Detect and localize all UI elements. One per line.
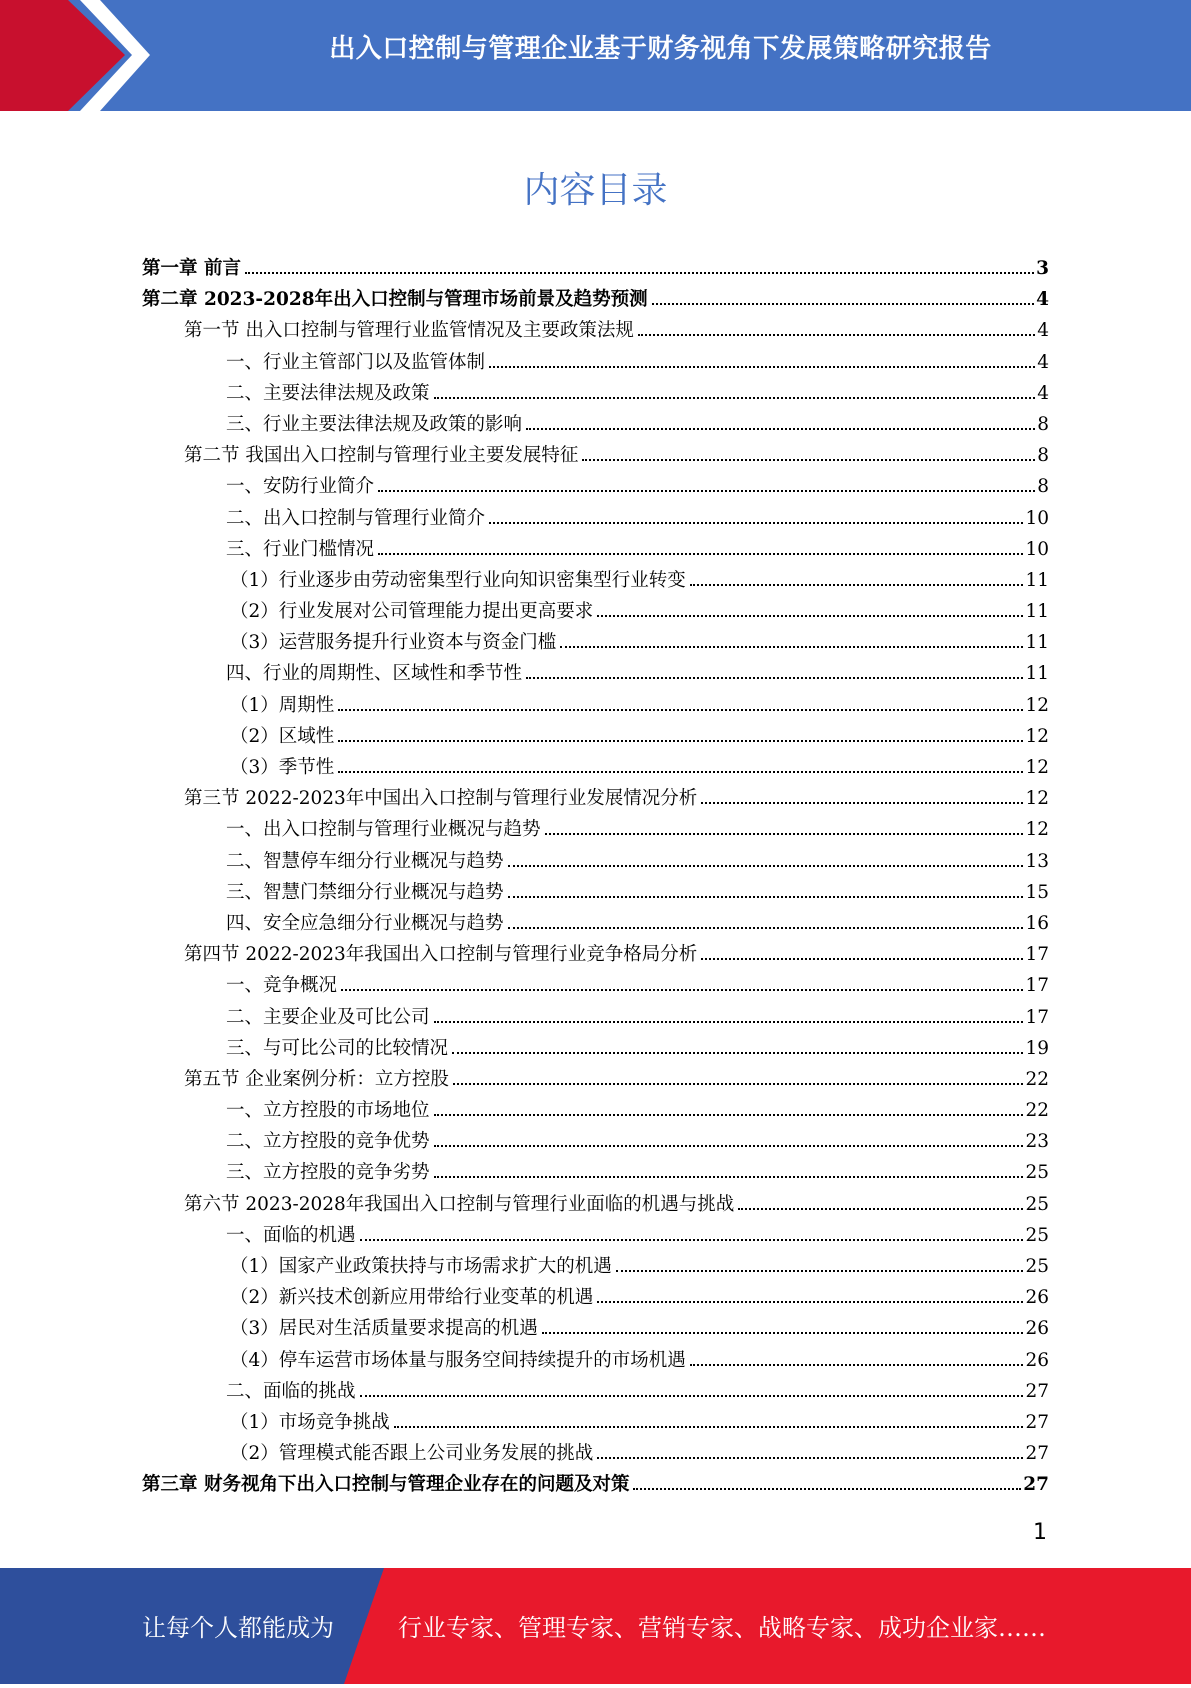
toc-entry[interactable] — [142, 254, 1049, 285]
toc-leader-dots — [394, 1426, 1024, 1428]
toc-entry-label: （2）管理模式能否跟上公司业务发展的挑战 — [230, 1443, 594, 1465]
toc-entry-label: 二、立方控股的竞争优势 — [226, 1131, 430, 1153]
toc-leader-dots — [489, 366, 1035, 368]
toc-leader-dots — [526, 677, 1023, 679]
toc-entry-label: 第二章 2023-2028年出入口控制与管理市场前景及趋势预测 — [142, 289, 648, 311]
toc-entry-label: （3）居民对生活质量要求提高的机遇 — [230, 1318, 538, 1340]
toc-leader-dots — [633, 1488, 1021, 1490]
toc-entry[interactable] — [142, 1252, 1049, 1283]
toc-leader-dots — [597, 615, 1023, 617]
toc-entry[interactable] — [142, 441, 1049, 472]
toc-leader-dots — [690, 584, 1024, 586]
toc-entry-page: 22 — [1025, 1068, 1049, 1090]
toc-entry-page: 19 — [1025, 1037, 1049, 1059]
toc-entry-label: 三、智慧门禁细分行业概况与趋势 — [226, 881, 504, 903]
toc-leader-dots — [434, 1145, 1024, 1147]
toc-leader-dots — [360, 1239, 1024, 1241]
toc-entry-page: 26 — [1025, 1318, 1049, 1340]
toc-leader-dots — [434, 1176, 1024, 1178]
toc-entry[interactable] — [142, 316, 1049, 347]
toc-entry-label: （1）市场竞争挑战 — [230, 1411, 390, 1433]
toc-leader-dots — [508, 896, 1024, 898]
toc-entry-label: 一、面临的机遇 — [226, 1224, 356, 1246]
toc-entry[interactable] — [142, 815, 1049, 846]
toc-entry-page: 12 — [1025, 725, 1049, 747]
toc-entry-page: 11 — [1025, 663, 1049, 685]
toc-entry-page: 27 — [1025, 1411, 1049, 1433]
toc-heading: 内容目录 — [523, 170, 668, 211]
toc-entry-page: 12 — [1025, 694, 1049, 716]
toc-entry[interactable] — [142, 1283, 1049, 1314]
toc-entry-label: （2）新兴技术创新应用带给行业变革的机遇 — [230, 1287, 594, 1309]
toc-entry[interactable] — [142, 784, 1049, 815]
toc-entry-page: 12 — [1025, 757, 1049, 778]
toc-entry-page: 10 — [1025, 507, 1049, 529]
toc-entry-label: 一、行业主管部门以及监管体制 — [226, 351, 486, 373]
toc-leader-dots — [434, 397, 1036, 399]
toc-entry-page: 15 — [1025, 881, 1049, 903]
toc-entry-page: 4 — [1037, 320, 1049, 342]
toc-leader-dots — [338, 709, 1023, 711]
toc-entry[interactable] — [142, 659, 1049, 690]
table-of-contents — [142, 254, 1049, 1502]
toc-leader-dots — [545, 833, 1024, 835]
footer-slogan-right: 行业专家、管理专家、营销专家、战略专家、成功企业家…… — [398, 1614, 1046, 1642]
toc-entry[interactable] — [142, 1034, 1049, 1065]
toc-entry-label: 第三章 财务视角下出入口控制与管理企业存在的问题及对策 — [142, 1474, 630, 1496]
toc-entry-page: 23 — [1025, 1131, 1049, 1153]
toc-leader-dots — [338, 771, 1023, 773]
page-number: 1 — [1033, 1520, 1047, 1545]
toc-leader-dots — [378, 490, 1035, 492]
toc-leader-dots — [597, 1457, 1023, 1459]
toc-entry-page: 4 — [1036, 289, 1049, 311]
toc-entry[interactable] — [142, 1314, 1049, 1345]
toc-entry-page: 8 — [1037, 445, 1049, 467]
toc-entry-page: 11 — [1025, 632, 1049, 654]
toc-entry-label: （3）运营服务提升行业资本与资金门槛 — [230, 632, 557, 654]
toc-entry[interactable] — [142, 971, 1049, 1002]
toc-entry-page: 17 — [1025, 1006, 1049, 1028]
toc-entry-label: （1）行业逐步由劳动密集型行业向知识密集型行业转变 — [230, 569, 686, 591]
toc-entry-page: 4 — [1037, 351, 1049, 373]
toc-leader-dots — [560, 646, 1023, 648]
toc-entry[interactable] — [142, 597, 1049, 628]
toc-leader-dots — [341, 989, 1023, 991]
toc-leader-dots — [526, 428, 1035, 430]
toc-entry-label: 四、安全应急细分行业概况与趋势 — [226, 912, 504, 934]
toc-leader-dots — [582, 459, 1035, 461]
toc-entry[interactable] — [142, 1003, 1049, 1034]
toc-entry-label: 第六节 2023-2028年我国出入口控制与管理行业面临的机遇与挑战 — [184, 1193, 735, 1215]
toc-leader-dots — [701, 802, 1023, 804]
toc-entry-page: 12 — [1025, 819, 1049, 841]
toc-entry-label: 第四节 2022-2023年我国出入口控制与管理行业竞争格局分析 — [184, 944, 698, 966]
toc-entry-label: 第五节 企业案例分析：立方控股 — [184, 1068, 449, 1090]
toc-entry-label: （2）区域性 — [230, 725, 335, 747]
toc-entry-label: 四、行业的周期性、区域性和季节性 — [226, 663, 523, 685]
toc-entry[interactable] — [142, 1346, 1049, 1377]
toc-entry[interactable] — [142, 504, 1049, 535]
toc-leader-dots — [701, 958, 1023, 960]
toc-entry-label: 三、行业门槛情况 — [226, 538, 375, 560]
toc-entry[interactable] — [142, 1408, 1049, 1439]
footer-slogan-left: 让每个人都能成为 — [142, 1614, 334, 1642]
toc-entry-page: 27 — [1025, 1443, 1049, 1465]
toc-entry-page: 26 — [1025, 1349, 1049, 1371]
toc-leader-dots — [245, 272, 1034, 274]
toc-entry-label: 二、面临的挑战 — [226, 1380, 356, 1402]
toc-leader-dots — [434, 1114, 1024, 1116]
toc-entry[interactable] — [142, 1439, 1049, 1470]
toc-entry[interactable] — [142, 878, 1049, 909]
toc-entry[interactable] — [142, 1096, 1049, 1127]
toc-leader-dots — [338, 740, 1023, 742]
toc-entry-label: 第一节 出入口控制与管理行业监管情况及主要政策法规 — [184, 320, 634, 342]
toc-entry[interactable] — [142, 379, 1049, 410]
toc-entry-page: 27 — [1025, 1380, 1049, 1402]
toc-entry-label: 二、主要法律法规及政策 — [226, 382, 430, 404]
toc-entry-page: 4 — [1037, 382, 1049, 404]
toc-entry-page: 12 — [1025, 788, 1049, 810]
toc-entry[interactable] — [142, 535, 1049, 566]
page-header — [0, 0, 1191, 111]
toc-entry[interactable] — [142, 285, 1049, 316]
toc-entry-page: 8 — [1037, 476, 1049, 498]
report-title: 出入口控制与管理企业基于财务视角下发展策略研究报告 — [329, 34, 992, 64]
toc-leader-dots — [508, 927, 1024, 929]
page-footer — [0, 1568, 1191, 1684]
toc-entry-label: 一、出入口控制与管理行业概况与趋势 — [226, 819, 541, 841]
toc-entry-label: 第三节 2022-2023年中国出入口控制与管理行业发展情况分析 — [184, 788, 698, 810]
toc-leader-dots — [360, 1395, 1024, 1397]
toc-entry-label: 一、立方控股的市场地位 — [226, 1100, 430, 1122]
header-arrow-icon — [0, 0, 160, 111]
toc-entry[interactable] — [142, 1377, 1049, 1408]
toc-entry[interactable] — [142, 1190, 1049, 1221]
toc-entry-page: 10 — [1025, 538, 1049, 560]
toc-entry-label: 一、竞争概况 — [226, 975, 338, 997]
toc-entry-label: 三、行业主要法律法规及政策的影响 — [226, 413, 523, 435]
toc-entry[interactable] — [142, 909, 1049, 940]
toc-entry-label: 第一章 前言 — [142, 258, 241, 279]
toc-entry-page: 11 — [1025, 569, 1049, 591]
toc-leader-dots — [638, 334, 1035, 336]
toc-leader-dots — [542, 1332, 1024, 1334]
toc-entry-page: 17 — [1025, 975, 1049, 997]
toc-entry-label: （2）行业发展对公司管理能力提出更高要求 — [230, 601, 594, 623]
toc-entry[interactable] — [142, 1127, 1049, 1158]
toc-entry[interactable] — [142, 847, 1049, 878]
toc-leader-dots — [738, 1208, 1023, 1210]
toc-leader-dots — [597, 1301, 1023, 1303]
toc-entry-label: 二、出入口控制与管理行业简介 — [226, 507, 486, 529]
toc-entry[interactable] — [142, 1221, 1049, 1252]
toc-entry-page: 22 — [1025, 1100, 1049, 1122]
toc-entry-page: 8 — [1037, 413, 1049, 435]
toc-entry[interactable] — [142, 1065, 1049, 1096]
toc-leader-dots — [489, 522, 1023, 524]
toc-entry-page: 25 — [1025, 1162, 1049, 1184]
toc-entry[interactable] — [142, 1470, 1049, 1501]
toc-entry[interactable] — [142, 940, 1049, 971]
toc-entry-page: 25 — [1025, 1193, 1049, 1215]
toc-leader-dots — [452, 1052, 1023, 1054]
toc-entry-page: 13 — [1025, 850, 1049, 872]
toc-entry-label: （4）停车运营市场体量与服务空间持续提升的市场机遇 — [230, 1349, 686, 1371]
toc-entry[interactable] — [142, 691, 1049, 722]
toc-entry-label: 二、主要企业及可比公司 — [226, 1006, 430, 1028]
toc-entry-page: 3 — [1036, 258, 1049, 279]
toc-entry[interactable] — [142, 1158, 1049, 1189]
toc-entry-page: 17 — [1025, 944, 1049, 966]
toc-leader-dots — [453, 1083, 1024, 1085]
toc-entry-label: 三、与可比公司的比较情况 — [226, 1037, 449, 1059]
toc-entry-page: 25 — [1025, 1224, 1049, 1246]
toc-entry[interactable] — [142, 410, 1049, 441]
toc-leader-dots — [616, 1270, 1024, 1272]
toc-entry[interactable] — [142, 628, 1049, 659]
toc-entry-page: 25 — [1025, 1256, 1049, 1277]
toc-entry-label: （1）国家产业政策扶持与市场需求扩大的机遇 — [230, 1256, 612, 1277]
toc-entry-page: 11 — [1025, 601, 1049, 623]
toc-leader-dots — [378, 553, 1023, 555]
toc-entry-label: 二、智慧停车细分行业概况与趋势 — [226, 850, 504, 872]
toc-entry-label: 第二节 我国出入口控制与管理行业主要发展特征 — [184, 445, 579, 467]
toc-entry[interactable] — [142, 722, 1049, 753]
toc-entry[interactable] — [142, 472, 1049, 503]
toc-entry-page: 26 — [1025, 1287, 1049, 1309]
toc-leader-dots — [690, 1364, 1024, 1366]
toc-entry[interactable] — [142, 348, 1049, 379]
toc-entry-label: （3）季节性 — [230, 757, 335, 778]
toc-entry-label: 一、安防行业简介 — [226, 476, 375, 498]
toc-entry[interactable] — [142, 753, 1049, 784]
toc-leader-dots — [652, 303, 1035, 305]
toc-entry-label: （1）周期性 — [230, 694, 335, 716]
toc-leader-dots — [508, 865, 1024, 867]
toc-entry[interactable] — [142, 566, 1049, 597]
toc-entry-page: 27 — [1023, 1474, 1049, 1496]
toc-entry-label: 三、立方控股的竞争劣势 — [226, 1162, 430, 1184]
toc-leader-dots — [434, 1021, 1024, 1023]
toc-entry-page: 16 — [1025, 912, 1049, 934]
